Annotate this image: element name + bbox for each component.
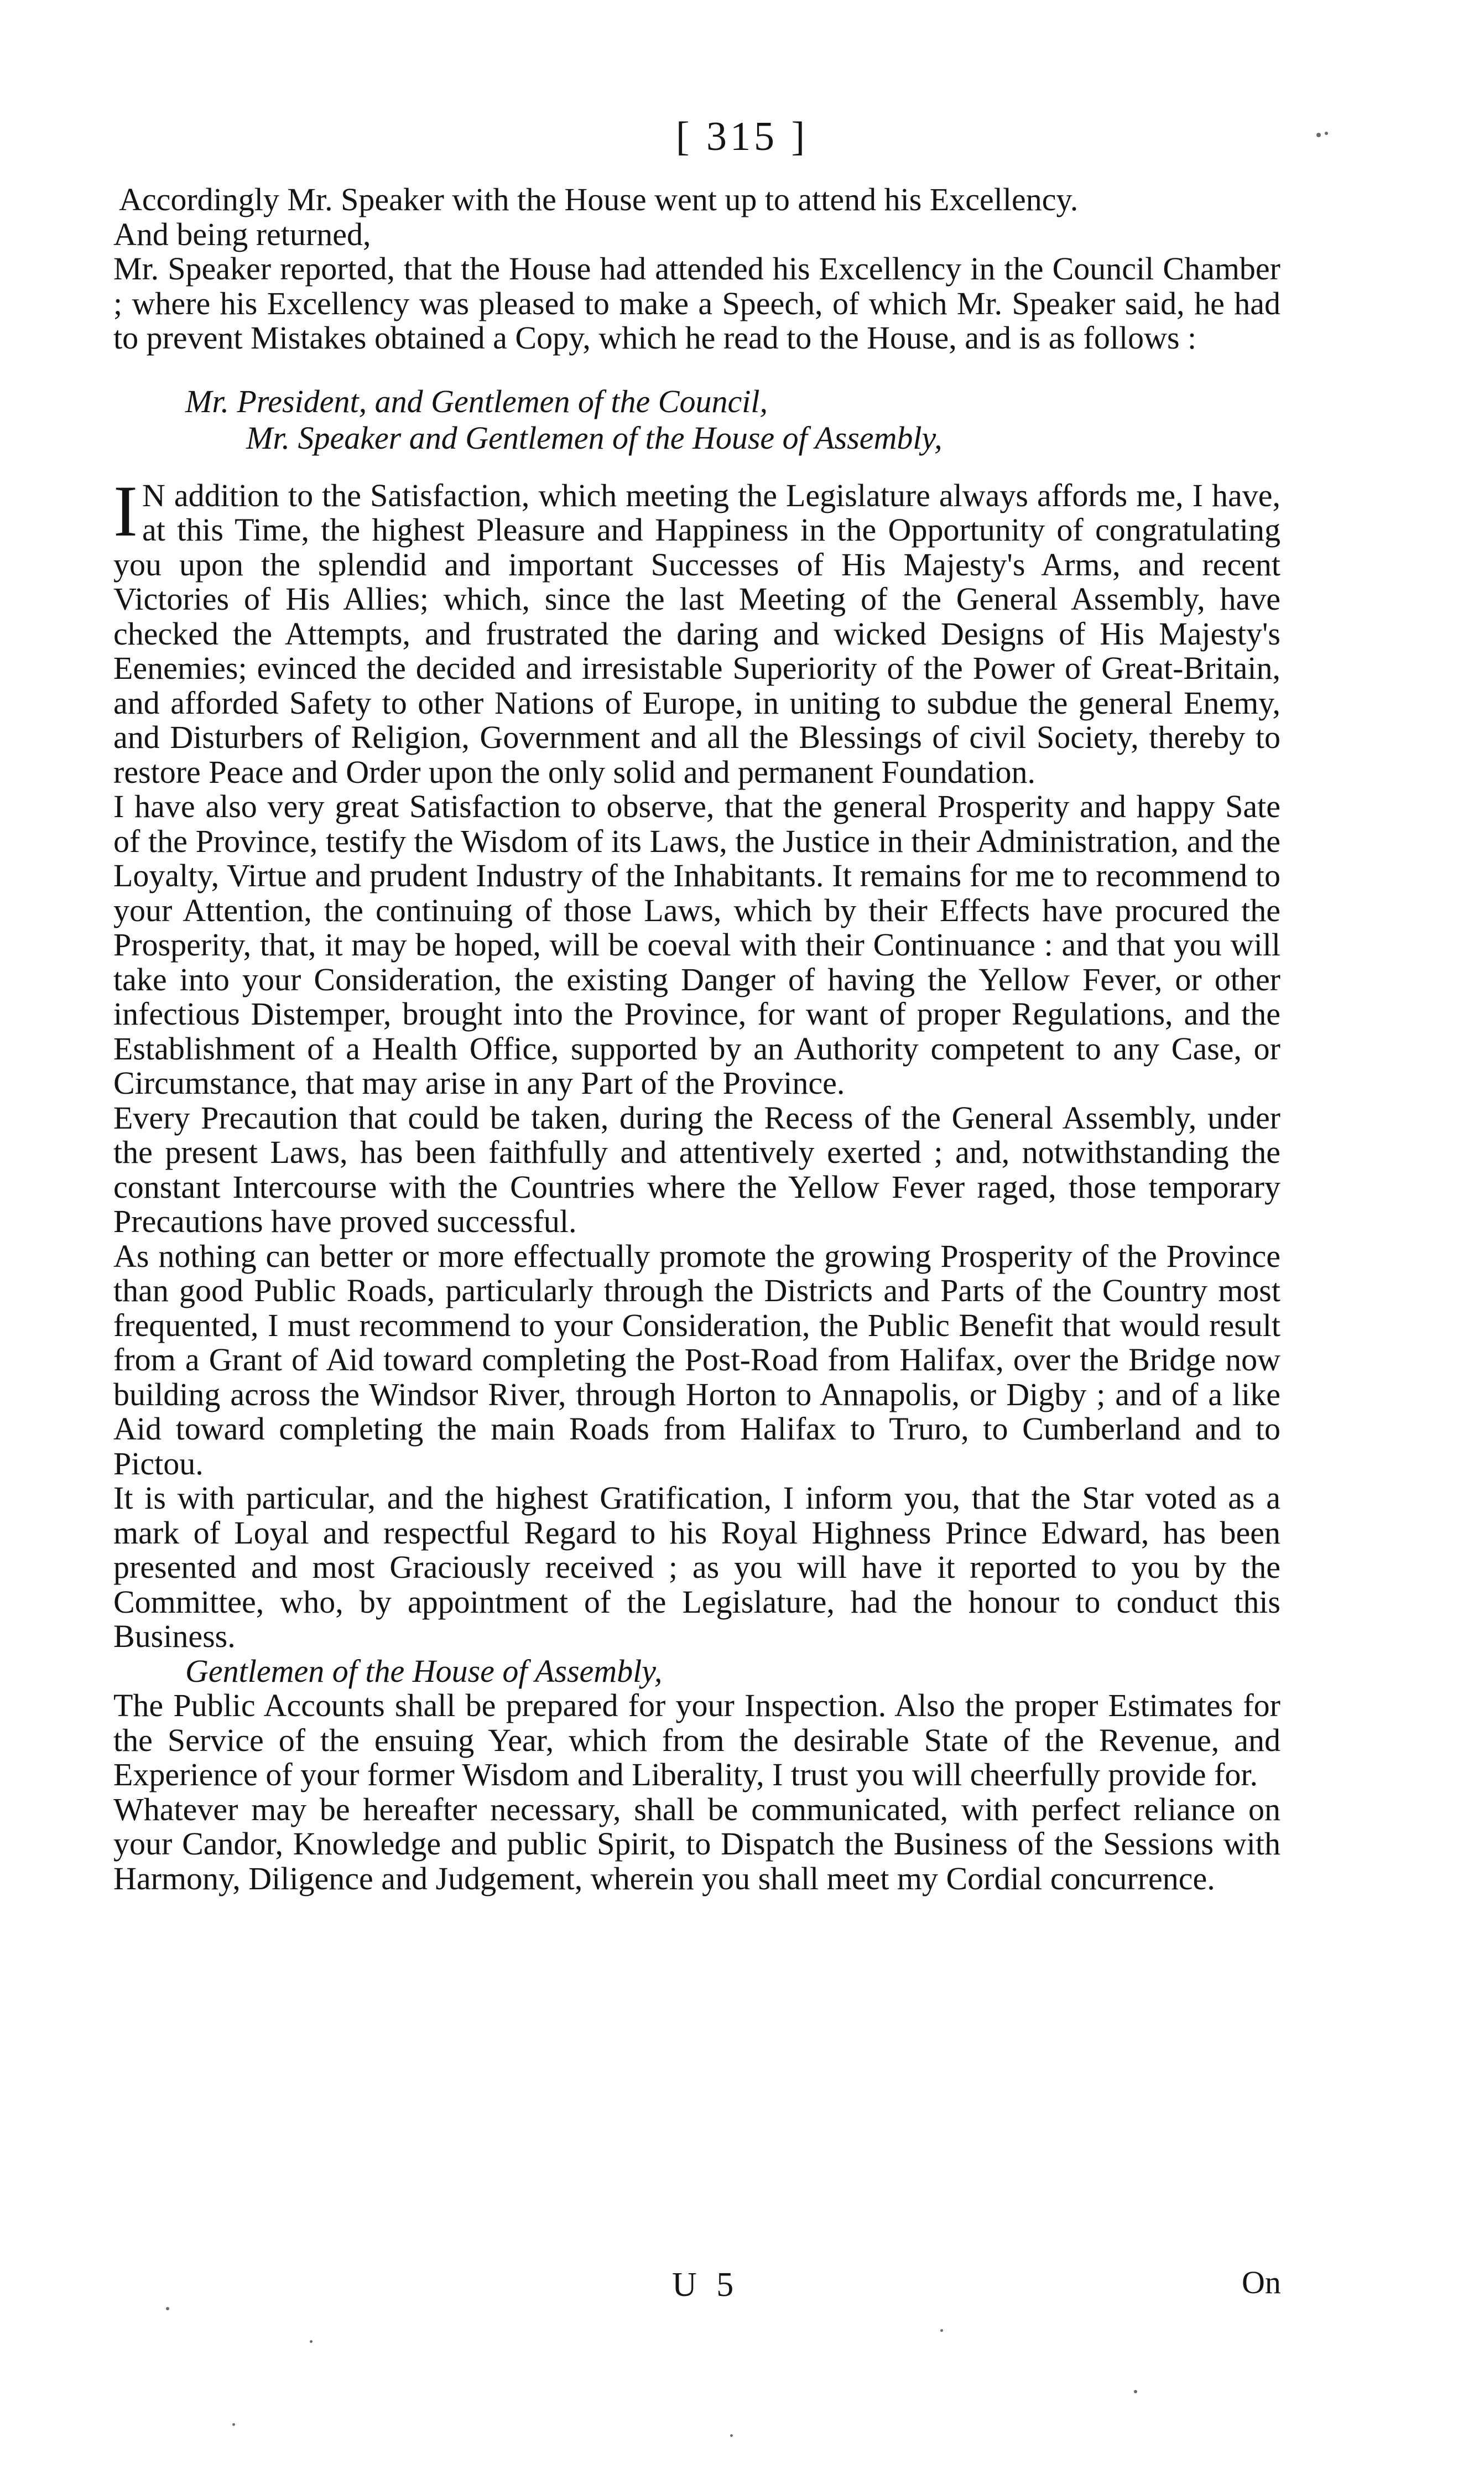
- salutation-assembly: Mr. Speaker and Gentlemen of the House of Assembly,: [246, 419, 943, 456]
- salutation-block: [113, 383, 1280, 456]
- salutation-council: Mr. President, and Gentlemen of the Council,: [185, 383, 768, 419]
- ink-speck: [1325, 132, 1328, 135]
- ink-speck: [940, 2329, 943, 2332]
- speech-paragraph-5: It is with particular, and the highest Gratification, I inform you, that the Star voted as a mark of Loyal and respectful Regard to his Royal Highness Prince Edward, has been presented and most Graciously received ; as you will have it reported to you by the Committee, who, by appointment of the Legislature, had the honour to conduct this Business.: [113, 1480, 1280, 1654]
- closing-paragraph-2: Whatever may be hereafter necessary, shall be communicated, with perfect reliance on your Candor, Knowledge and public Spirit, to Dispatch the Business of the Sessions with Harmony, Diligence and Judgement, wherein you shall meet my Cordial concurrence.: [113, 1791, 1280, 1896]
- page-number: [ 315 ]: [675, 114, 809, 159]
- body-text: [113, 183, 1280, 1896]
- speech-paragraph-1: [113, 470, 1280, 790]
- ink-speck: [1316, 133, 1321, 137]
- ink-speck: [232, 2423, 235, 2426]
- ink-speck: [1134, 2390, 1137, 2393]
- catchword: On: [1242, 2264, 1281, 2300]
- speech-paragraph-1-text: N addition to the Satisfaction, which meeting the Legislature always affords me, I have, at this Time, the highest Pleasure and Happiness in the Opportunity of congratulating you upon the splendid and important Successes of His Majesty's Arms, and recent Victories of His Allies; which, since the last Meeting of the General Assembly, have checked the Attempts, and frustrated the daring and wicked Designs of His Majesty's Eenemies; evinced the decided and irresistable Superiority of the Power of Great-Britain, and afforded Safety to other Nations of Europe, in uniting to subdue the general Enemy, and Disturbers of Religion, Government and all the Blessings of civil Society, thereby to restore Peace and Order upon the only solid and permanent Foundation.: [113, 477, 1280, 790]
- signature-mark: U 5: [672, 2266, 740, 2304]
- ink-speck: [166, 2307, 169, 2310]
- intro-line-1: Accordingly Mr. Speaker with the House went up to attend his Excellency.: [119, 181, 1079, 217]
- ink-speck: [730, 2434, 733, 2437]
- speech-paragraph-3: Every Precaution that could be taken, during the Recess of the General Assembly, under the present Laws, has been faithfully and attentively exerted ; and, notwithstanding the constant Intercourse with the Countries where the Yellow Fever raged, those temporary Precautions have proved successful.: [113, 1099, 1280, 1239]
- intro-report: Mr. Speaker reported, that the House had attended his Excellency in the Council Chamber ; where his Excellency was pleased to make a Speech, of which Mr. Speaker said, he had to prevent Mistakes obtained a Copy, which he read to the House, and is as follows :: [113, 251, 1280, 356]
- gentlemen-heading: Gentlemen of the House of Assembly,: [185, 1652, 663, 1689]
- drop-cap: I: [113, 470, 138, 552]
- closing-paragraph-1: The Public Accounts shall be prepared for your Inspection. Also the proper Estimates for the Service of the ensuing Year, which from the desirable State of the Revenue, and Experience of your former Wisdom and Liberality, I trust you will cheerfully provide for.: [113, 1687, 1280, 1792]
- intro-line-2: And being returned,: [113, 216, 371, 252]
- speech-paragraph-2: I have also very great Satisfaction to observe, that the general Prosperity and happy Sate of the Province, testify the Wisdom of its Laws, the Justice in their Administration, and the Loyalty, Virtue and prudent Industry of the Inhabitants. It remains for me to recommend to your Attention, the continuing of those Laws, which by their Effects have procured the Prosperity, that, it may be hoped, will be coeval with their Continuance : and that you will take into your Consideration, the existing Danger of having the Yellow Fever, or other infectious Distemper, brought into the Province, for want of proper Regulations, and the Establishment of a Health Office, supported by an Authority competent to any Case, or Circumstance, that may arise in any Part of the Province.: [113, 788, 1280, 1101]
- speech: [113, 470, 1280, 1654]
- speech-paragraph-4: As nothing can better or more effectually promote the growing Prosperity of the Province than good Public Roads, particularly through the Districts and Parts of the Country most frequented, I must recommend to your Consideration, the Public Benefit that would result from a Grant of Aid toward completing the Post-Road from Halifax, over the Bridge now building across the Windsor River, through Horton to Annapolis, or Digby ; and of a like Aid toward completing the main Roads from Halifax to Truro, to Cumberland and to Pictou.: [113, 1238, 1280, 1482]
- ink-speck: [310, 2340, 313, 2343]
